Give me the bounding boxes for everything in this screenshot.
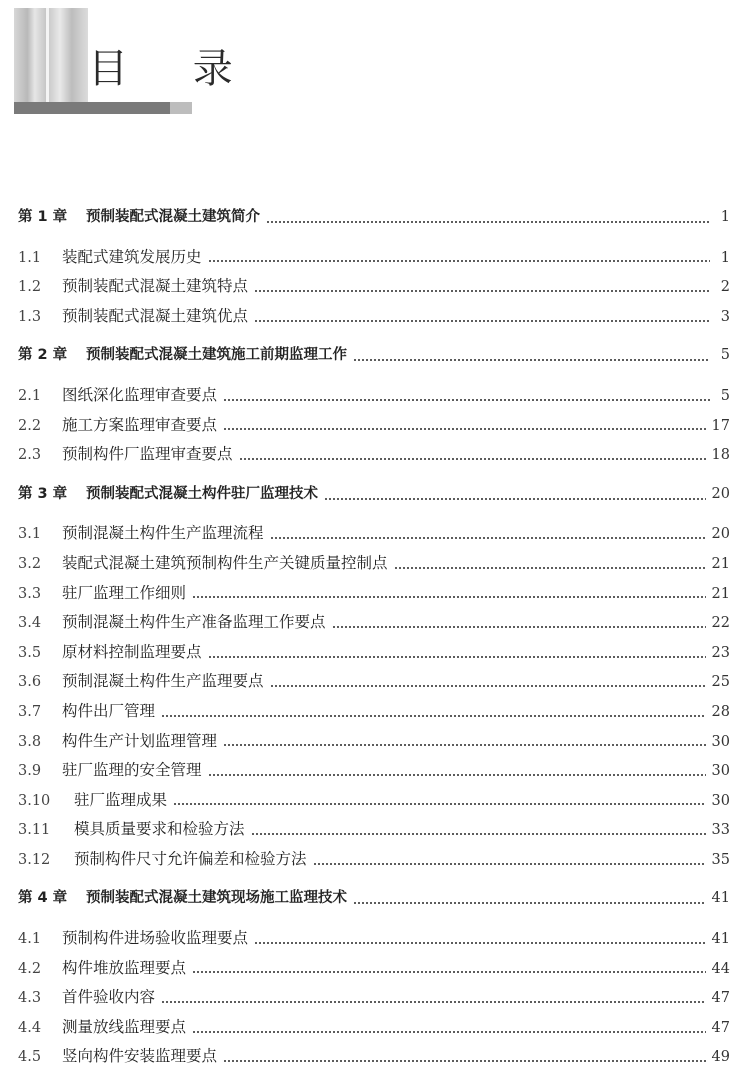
toc-section-row[interactable] <box>18 302 730 332</box>
toc-section-row[interactable] <box>18 924 730 954</box>
toc-leader-dots <box>223 1060 706 1062</box>
toc-page-number: 5 <box>720 347 730 364</box>
toc-number: 2.3 <box>18 447 42 464</box>
toc-page-number: 23 <box>711 644 730 661</box>
toc-number: 第 3 章 <box>18 485 68 502</box>
toc-title: 图纸深化监理审查要点 <box>62 385 218 404</box>
toc-number: 第 1 章 <box>18 209 68 225</box>
toc-number: 3.9 <box>18 763 42 780</box>
toc-leader-dots <box>353 359 710 361</box>
toc-leader-dots <box>192 1031 706 1033</box>
toc-leader-dots <box>270 685 706 687</box>
toc-title: 预制装配式混凝土建筑现场施工监理技术 <box>86 890 347 907</box>
toc-section-row[interactable] <box>18 608 730 638</box>
toc-title: 构件出厂管理 <box>62 701 156 720</box>
toc-leader-dots <box>161 1001 706 1003</box>
toc-number: 3.10 <box>18 792 51 809</box>
toc-leader-dots <box>270 537 706 539</box>
toc-page-number: 22 <box>711 615 730 632</box>
toc-section-row[interactable] <box>18 549 730 579</box>
toc-leader-dots <box>313 863 706 865</box>
toc-title: 预制混凝土构件生产准备监理工作要点 <box>62 613 326 632</box>
toc-title: 预制构件厂监理审查要点 <box>62 445 233 464</box>
toc-title: 测量放线监理要点 <box>62 1017 187 1036</box>
toc-title: 首件验收内容 <box>62 988 156 1007</box>
toc-page-number: 5 <box>720 387 730 404</box>
toc-number: 3.11 <box>18 822 51 839</box>
toc-page-number: 20 <box>711 526 730 543</box>
toc-section-row[interactable] <box>18 697 730 727</box>
toc-number: 3.12 <box>18 851 51 868</box>
toc-section-row[interactable] <box>18 638 730 668</box>
toc-number: 4.2 <box>18 960 42 977</box>
toc-page-number: 21 <box>711 555 730 572</box>
toc-number: 3.5 <box>18 644 42 661</box>
toc-title: 模具质量要求和检验方法 <box>74 820 245 839</box>
building-photo-graphic <box>14 8 88 102</box>
toc-title: 驻厂监理成果 <box>74 790 168 809</box>
toc-page-number: 3 <box>720 308 730 325</box>
toc-section-row[interactable] <box>18 727 730 757</box>
toc-section-row[interactable] <box>18 411 730 441</box>
toc-leader-dots <box>332 626 706 628</box>
toc-number: 3.3 <box>18 585 42 602</box>
toc-section-row[interactable] <box>18 381 730 411</box>
toc-title: 驻厂监理的安全管理 <box>62 761 202 780</box>
toc-chapter-row[interactable] <box>18 341 730 371</box>
toc-section-row[interactable] <box>18 954 730 984</box>
toc-leader-dots <box>208 260 710 262</box>
toc-page-number: 49 <box>711 1049 730 1066</box>
toc-number: 第 4 章 <box>18 890 68 907</box>
toc-page-number: 47 <box>711 990 730 1007</box>
toc-leader-dots <box>208 656 706 658</box>
toc-title: 施工方案监理审查要点 <box>62 415 218 434</box>
toc-page-number: 17 <box>711 417 730 434</box>
toc-number: 4.3 <box>18 990 42 1007</box>
toc-section-row[interactable] <box>18 272 730 302</box>
toc-leader-dots <box>161 715 706 717</box>
toc-leader-dots <box>239 458 706 460</box>
toc-leader-dots <box>251 833 706 835</box>
toc-page-number: 35 <box>711 851 730 868</box>
toc-section-row[interactable] <box>18 440 730 470</box>
toc-section-row[interactable] <box>18 667 730 697</box>
toc-number: 3.7 <box>18 703 42 720</box>
toc-number: 1.3 <box>18 308 42 325</box>
toc-page-number: 44 <box>711 960 730 977</box>
toc-page-number: 47 <box>711 1019 730 1036</box>
toc-title: 预制装配式混凝土构件驻厂监理技术 <box>86 485 318 502</box>
toc-title: 竖向构件安装监理要点 <box>62 1047 218 1066</box>
toc-page-number: 18 <box>711 447 730 464</box>
toc-page-number: 28 <box>711 703 730 720</box>
toc-number: 4.1 <box>18 931 42 948</box>
toc-title: 原材料控制监理要点 <box>62 642 202 661</box>
toc-section-row[interactable] <box>18 1042 730 1072</box>
toc-page-number: 1 <box>720 209 730 225</box>
toc-section-row[interactable] <box>18 983 730 1013</box>
toc-section-row[interactable] <box>18 519 730 549</box>
toc-page-number: 41 <box>711 931 730 948</box>
toc-section-row[interactable] <box>18 786 730 816</box>
toc-number: 第 2 章 <box>18 347 68 364</box>
toc-number: 3.2 <box>18 555 42 572</box>
toc-number: 1.2 <box>18 279 42 296</box>
toc-page-number: 1 <box>720 249 730 266</box>
toc-leader-dots <box>173 803 706 805</box>
toc-title: 预制装配式混凝土建筑施工前期监理工作 <box>86 347 347 364</box>
toc-leader-dots <box>208 774 706 776</box>
toc-number: 2.2 <box>18 417 42 434</box>
toc-section-row[interactable] <box>18 756 730 786</box>
toc-leader-dots <box>324 498 706 500</box>
toc-number: 3.6 <box>18 674 42 691</box>
toc-title: 构件堆放监理要点 <box>62 958 187 977</box>
toc-leader-dots <box>192 971 706 973</box>
toc-chapter-row[interactable] <box>18 884 730 914</box>
toc-page-number: 30 <box>711 792 730 809</box>
header-rule <box>14 102 170 114</box>
toc-chapter-row[interactable] <box>18 203 730 233</box>
toc-title: 预制混凝土构件生产监理要点 <box>62 672 264 691</box>
toc-leader-dots <box>223 428 706 430</box>
toc-leader-dots <box>223 399 710 401</box>
toc-leader-dots <box>266 221 710 223</box>
toc-section-row[interactable] <box>18 579 730 609</box>
toc-title: 构件生产计划监理管理 <box>62 731 218 750</box>
toc-title: 预制构件尺寸允许偏差和检验方法 <box>74 849 307 868</box>
toc-title: 驻厂监理工作细则 <box>62 583 187 602</box>
toc-page-number: 33 <box>711 822 730 839</box>
toc-leader-dots <box>254 290 710 292</box>
page-title: 目 录 <box>88 46 259 92</box>
toc-title: 预制装配式混凝土建筑简介 <box>86 209 260 225</box>
toc-leader-dots <box>254 942 706 944</box>
toc-number: 3.1 <box>18 526 42 543</box>
toc-title: 预制装配式混凝土建筑特点 <box>62 277 249 296</box>
toc-page-number: 2 <box>720 279 730 296</box>
toc-leader-dots <box>353 902 706 904</box>
toc-page-number: 41 <box>711 890 730 907</box>
toc-number: 3.4 <box>18 615 42 632</box>
header-rule-accent <box>170 102 192 114</box>
toc-section-row[interactable] <box>18 243 730 273</box>
toc-number: 3.8 <box>18 733 42 750</box>
toc-chapter-row[interactable] <box>18 480 730 510</box>
table-of-contents <box>18 203 730 1072</box>
toc-page-number: 30 <box>711 763 730 780</box>
toc-section-row[interactable] <box>18 815 730 845</box>
toc-page-number: 25 <box>711 674 730 691</box>
toc-leader-dots <box>254 320 710 322</box>
toc-number: 1.1 <box>18 249 42 266</box>
toc-title: 预制构件进场验收监理要点 <box>62 929 249 948</box>
toc-page-number: 20 <box>711 485 730 502</box>
toc-title: 预制装配式混凝土建筑优点 <box>62 306 249 325</box>
toc-title: 装配式混凝土建筑预制构件生产关键质量控制点 <box>62 553 388 572</box>
toc-leader-dots <box>394 567 706 569</box>
toc-number: 2.1 <box>18 387 42 404</box>
toc-page-number: 30 <box>711 733 730 750</box>
page-header <box>0 0 750 120</box>
toc-leader-dots <box>223 744 706 746</box>
toc-leader-dots <box>192 596 706 598</box>
toc-title: 装配式建筑发展历史 <box>62 247 202 266</box>
toc-section-row[interactable] <box>18 1013 730 1043</box>
toc-section-row[interactable] <box>18 845 730 875</box>
toc-number: 4.5 <box>18 1049 42 1066</box>
toc-number: 4.4 <box>18 1019 42 1036</box>
toc-page-number: 21 <box>711 585 730 602</box>
toc-title: 预制混凝土构件生产监理流程 <box>62 524 264 543</box>
